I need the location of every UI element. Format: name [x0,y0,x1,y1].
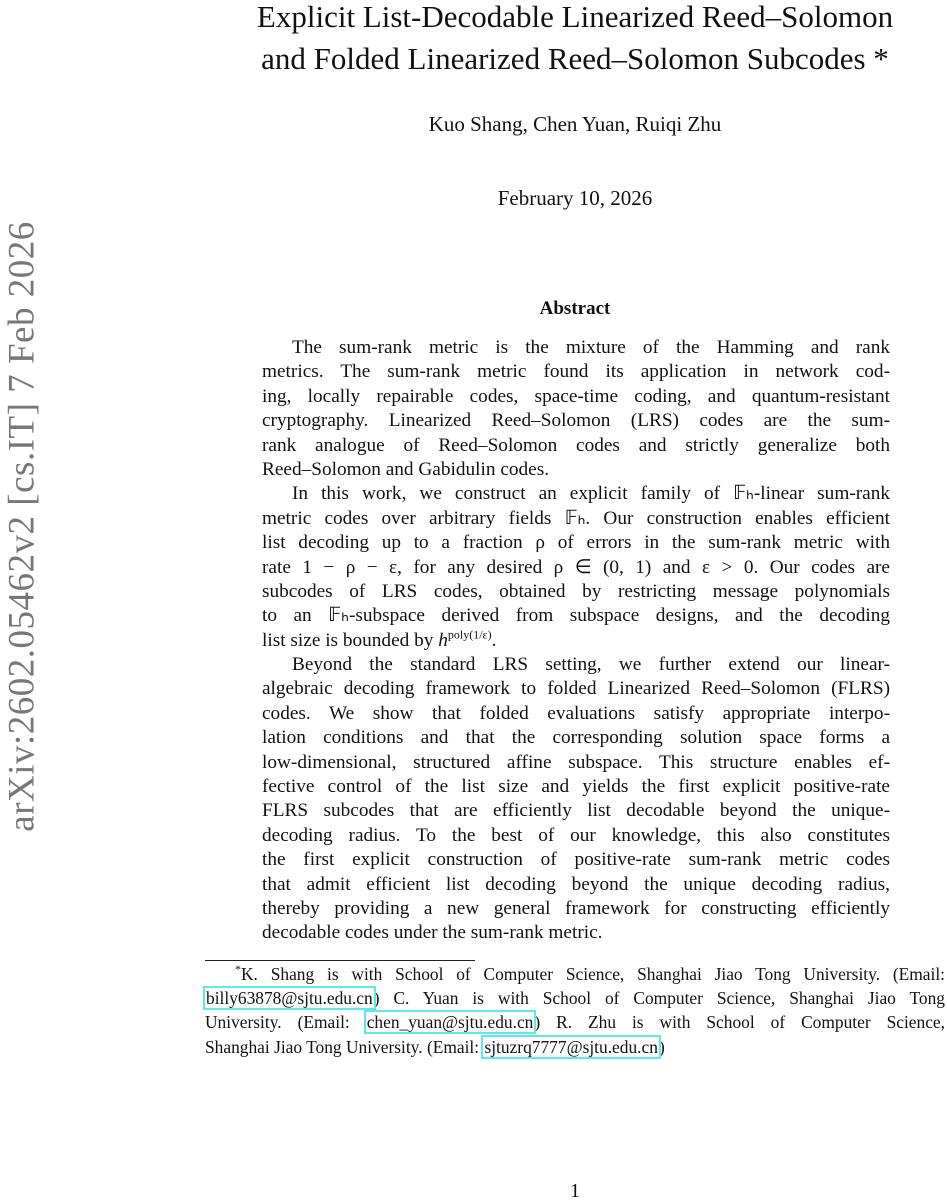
footnote-text: University. (Email: [205,1012,366,1033]
arxiv-identifier-stamp[interactable]: arXiv:2602.05462v2 [cs.IT] 7 Feb 2026 [1,221,43,832]
abstract-line-text: The sum-rank metric is the mixture of the Hamming and rank [292,337,890,358]
footnote-text: Shanghai Jiao Tong University. (Email: [205,1036,484,1057]
abstract-line [262,824,890,848]
abstract-line [262,360,890,384]
abstract-line [262,751,890,775]
abstract-line-text: low-dimensional, structured affine subspace. This structure enables ef- [262,751,890,773]
abstract-line-text: metrics. The sum-rank metric found its application in network cod- [262,361,890,383]
abstract-heading: Abstract [539,298,611,319]
email-link[interactable]: billy63878@sjtu.edu.cn [206,988,373,1009]
abstract-body [262,336,890,946]
abstract-line [262,799,890,823]
abstract-paragraph [262,336,890,482]
abstract-line-text: metric codes over arbitrary fields 𝔽ₕ. Our construction enables efficient [262,507,890,529]
list-bound-base: h [438,629,448,651]
abstract-line [262,848,890,872]
page-number: 1 [570,1180,580,1202]
abstract-line [262,482,890,506]
abstract-line [262,702,890,726]
footnote [205,962,945,1059]
abstract-line [262,873,890,897]
footnote-line [205,986,945,1010]
email-link[interactable]: sjtuzrq7777@sjtu.edu.cn [484,1036,658,1057]
abstract-line-text: Beyond the standard LRS setting, we further extend our linear- [292,654,890,676]
abstract-line-text: list decoding up to a fraction ρ of errors in the sum-rank metric with [262,532,890,554]
abstract-line [262,385,890,409]
footnote-text: ) R. Zhu is with School of Computer Science, [534,1012,945,1033]
abstract-line [262,434,890,458]
abstract-line [262,531,890,555]
abstract-line [262,580,890,604]
abstract-line-text: list size is bounded by [262,629,434,651]
abstract-line-text: that admit efficient list decoding beyond the unique decoding radius, [262,873,890,895]
abstract-line-text: ing, locally repairable codes, space-time coding, and quantum-resistant [262,385,890,407]
abstract-line [262,604,890,628]
abstract-line [262,726,890,750]
abstract-line-text: FLRS subcodes that are efficiently list decodable beyond the unique- [262,800,890,822]
abstract-line-text: codes. We show that folded evaluations satisfy appropriate interpo- [262,702,890,724]
abstract-line-text: to an 𝔽ₕ-subspace derived from subspace designs, and the decoding [262,605,890,627]
abstract-line-text: lation conditions and that the corresponding solution space forms a [262,727,890,749]
list-bound-period: . [491,629,497,651]
abstract-paragraph [262,482,890,653]
footnote-text: K. Shang is with School of Computer Science, Shanghai Jiao Tong University. (Email: [241,964,945,984]
abstract-line-text: subcodes of LRS codes, obtained by restricting message polynomials [262,580,890,602]
date: February 10, 2026 [497,186,653,210]
abstract-line [262,409,890,433]
abstract-line-text: decoding radius. To the best of our knowledge, this also constitutes [262,824,890,846]
footnote-line [205,1035,945,1059]
title-line: Explicit List-Decodable Linearized Reed–Solomon [256,0,894,34]
abstract-line-text: rank analogue of Reed–Solomon codes and strictly generalize both [262,434,890,456]
abstract-line-text: rate 1 − ρ − ε, for any desired ρ ∈ (0, 1) and ε > 0. Our codes are [262,556,890,578]
abstract-line [262,653,890,677]
footnote-line [205,1010,945,1034]
abstract-line-text: Reed–Solomon and Gabidulin codes. [262,458,550,480]
title-line: and Folded Linearized Reed–Solomon Subcodes * [261,41,889,76]
abstract-line [262,458,890,482]
abstract-line [262,556,890,580]
abstract-line [262,336,890,360]
footnote-text: ) [658,1036,665,1057]
footnote-rule [205,960,475,961]
abstract-line [262,775,890,799]
abstract-line [262,677,890,701]
abstract-line-text: decodable codes under the sum-rank metric. [262,922,603,944]
paper-title [205,0,945,80]
footnote-marker: * [235,962,241,977]
abstract-line [262,507,890,531]
abstract-line-text: In this work, we construct an explicit family of 𝔽ₕ-linear sum-rank [292,483,890,505]
abstract-line [262,897,890,921]
abstract-line-text: fective control of the list size and yields the first explicit positive-rate [262,776,890,798]
abstract-line [262,921,890,945]
footnote-text: ) C. Yuan is with School of Computer Science, Shanghai Jiao Tong [373,988,945,1009]
abstract-line [262,629,890,653]
abstract-line-text: algebraic decoding framework to folded Linearized Reed–Solomon (FLRS) [262,678,890,700]
abstract-line-text: thereby providing a new general framework for constructing efficiently [262,897,890,919]
list-bound-exponent: poly(1/ε) [447,627,492,642]
authors: Kuo Shang, Chen Yuan, Ruiqi Zhu [428,112,722,136]
abstract-line-text: cryptography. Linearized Reed–Solomon (LRS) codes are the sum- [262,410,890,432]
footnote-line [205,962,945,986]
abstract-paragraph [262,653,890,946]
email-link[interactable]: chen_yuan@sjtu.edu.cn [366,1012,534,1033]
abstract-line-text: the first explicit construction of positive-rate sum-rank metric codes [262,849,890,871]
